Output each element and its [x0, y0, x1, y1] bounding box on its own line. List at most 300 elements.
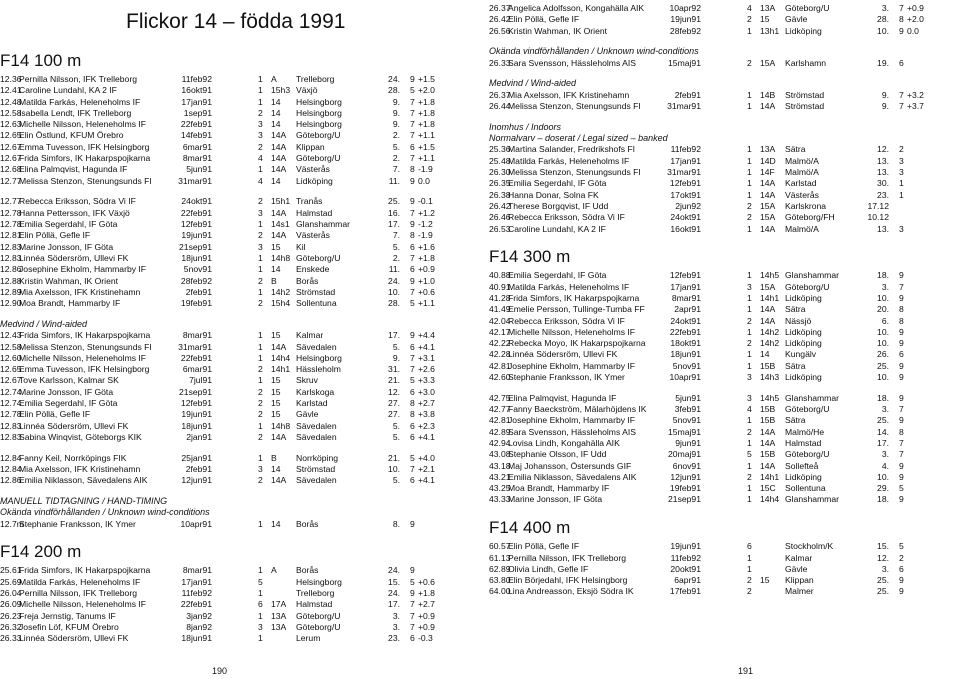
athlete-club: Mia Axelsson, IFK Kristinehamn	[19, 464, 141, 474]
result-time: 26.37	[489, 89, 511, 100]
section-gap	[489, 37, 959, 47]
athlete-club: Pernilla Nilsson, IFK Trelleborg	[19, 74, 137, 84]
placing: 1	[258, 420, 263, 431]
result-row	[489, 101, 959, 112]
heat: 14A	[271, 141, 287, 152]
venue: Sävedalen	[296, 475, 337, 486]
result-time: 12.67	[0, 375, 22, 386]
heat: A	[271, 74, 277, 84]
placing: 1	[258, 264, 263, 275]
result-row	[489, 14, 959, 25]
date-day: 7.	[392, 230, 400, 241]
wind: +1.2	[418, 207, 435, 218]
placing: 5	[747, 449, 752, 460]
date-day: 10.	[877, 292, 889, 303]
date-month: 7	[899, 438, 904, 448]
athlete-club: Josefin Löf, KFUM Örebro	[19, 621, 119, 632]
birth-date: 15maj91	[668, 426, 701, 437]
venue: Norrköping	[296, 452, 339, 463]
result-row	[0, 519, 470, 530]
birth-date: 5jun91	[675, 392, 701, 403]
wind: +4.1	[418, 341, 435, 352]
result-row	[489, 586, 959, 597]
page-number: 191	[738, 666, 754, 676]
date-month: 9	[899, 494, 904, 505]
date-day: 9.	[392, 352, 400, 363]
section-gap	[489, 383, 959, 393]
athlete-club: Pernilla Nilsson, IFK Trelleborg	[19, 588, 137, 599]
date-month: 9	[410, 330, 415, 341]
date-day: 29.	[877, 483, 889, 494]
birth-date: 5jun91	[186, 164, 212, 175]
placing: 2	[258, 298, 263, 309]
section-gap	[489, 112, 959, 122]
result-time: 26.42	[489, 200, 511, 211]
result-row	[0, 97, 470, 108]
date-month: 9	[899, 460, 904, 471]
athlete-club: Marine Jonsson, IF Göta	[19, 386, 114, 397]
placing: 1	[258, 341, 263, 352]
venue: Västerås	[296, 230, 330, 241]
athlete-club: Michelle Nilsson, Heleneholms IF	[508, 326, 636, 337]
section-gap	[0, 443, 470, 453]
placing: 2	[747, 212, 752, 223]
venue: Göteborg/U	[785, 449, 830, 460]
athlete-club: Hanna Donar, Solna FK	[508, 189, 599, 200]
venue: Hässleholm	[296, 364, 341, 375]
date-day: 10.12	[867, 212, 889, 223]
result-time: 43.18	[489, 460, 511, 471]
heat: 15h1	[271, 196, 291, 207]
date-month: 7	[899, 89, 904, 100]
wind: +1.1	[418, 298, 435, 309]
birth-date: 3feb91	[674, 404, 701, 415]
date-month: 7	[410, 119, 415, 130]
placing: 2	[258, 107, 263, 118]
heat: 14h4	[271, 352, 291, 363]
date-month: 9	[899, 586, 904, 597]
venue: Strömstad	[785, 89, 825, 100]
birth-date: 12feb91	[669, 178, 701, 189]
event-heading: F14 100 m	[0, 51, 82, 70]
birth-date: 12feb91	[180, 398, 212, 409]
result-row	[489, 167, 959, 178]
placing: 3	[258, 464, 263, 474]
result-row	[0, 287, 470, 298]
section-gap	[489, 69, 959, 79]
result-time: 61.13	[489, 552, 511, 563]
date-month: 7	[899, 101, 904, 112]
date-month: 7	[410, 96, 415, 107]
section-note: MANUELL TIDTAGNING / HAND-TIMING	[0, 496, 168, 507]
athlete-club: Sara Svensson, Hässleholms AIS	[508, 57, 637, 68]
birth-date: 16okt91	[181, 85, 212, 96]
wind: 0.0	[418, 175, 430, 186]
date-day: 11.	[388, 175, 400, 186]
heat: 15	[271, 241, 281, 252]
placing: 3	[258, 207, 263, 218]
date-month: 7	[410, 153, 415, 164]
heat: 14A	[271, 130, 287, 141]
result-time: 12.78	[0, 409, 22, 420]
result-time: 12.83	[0, 241, 22, 252]
date-month: 5	[410, 298, 415, 309]
section-gap	[0, 309, 470, 319]
venue: Göteborg/U	[296, 153, 341, 164]
birth-date: 20maj91	[668, 449, 701, 460]
date-day: 3.	[881, 281, 889, 292]
placing: 2	[258, 398, 263, 409]
result-row	[489, 553, 959, 564]
birth-date: 17feb91	[669, 586, 701, 597]
date-day: 10.	[877, 326, 889, 337]
heat: 14A	[760, 223, 776, 234]
venue: Halmstad	[296, 207, 333, 218]
result-row	[489, 144, 959, 155]
date-month: 6	[410, 341, 415, 352]
birth-date: 17okt91	[670, 189, 701, 200]
right-results	[489, 3, 959, 598]
birth-date: 12feb91	[669, 270, 701, 281]
date-day: 9.	[392, 119, 400, 130]
venue: Sätra	[785, 304, 806, 315]
result-time: 12.90	[0, 298, 22, 309]
venue: Borås	[296, 565, 319, 576]
birth-date: 31mar91	[667, 101, 701, 112]
date-day: 9.	[881, 89, 889, 100]
result-time: 42.89	[489, 426, 511, 437]
result-row	[0, 253, 470, 264]
heat: 14h1	[760, 471, 780, 482]
date-day: 24.	[388, 275, 400, 286]
placing: 2	[258, 364, 263, 375]
result-time: 26.53	[489, 223, 511, 234]
placing: 4	[258, 153, 263, 164]
result-time: 12.83	[0, 252, 22, 263]
heat: 15	[760, 575, 770, 586]
venue: Sätra	[785, 415, 806, 426]
result-row	[0, 432, 470, 443]
birth-date: 2feb91	[674, 89, 701, 100]
venue: Malmö/A	[785, 223, 819, 234]
athlete-club: Lina Andreasson, Eksjö Södra IK	[508, 586, 634, 597]
result-row	[0, 475, 470, 486]
result-time: 12.74	[0, 398, 22, 409]
venue: Halmstad	[785, 438, 822, 448]
birth-date: 18jun91	[181, 633, 212, 644]
wind: -1.9	[418, 230, 433, 241]
heat: 14s1	[271, 219, 290, 230]
event-heading: F14 200 m	[0, 542, 82, 562]
placing: 1	[747, 167, 752, 178]
placing: 1	[747, 483, 752, 494]
birth-date: 7jul91	[189, 375, 212, 386]
result-time: 26.56	[489, 25, 511, 36]
athlete-club: Rebecca Eriksson, Södra Vi IF	[19, 196, 136, 207]
heat: 14A	[271, 153, 287, 164]
birth-date: 25jan91	[181, 452, 212, 463]
heat: B	[271, 452, 277, 463]
wind: +1.1	[418, 153, 435, 164]
date-day: 17.	[388, 330, 400, 341]
result-time: 12.86	[0, 475, 22, 486]
date-day: 8.	[392, 518, 400, 529]
athlete-club: Hanna Pettersson, IFK Växjö	[19, 207, 130, 218]
wind: +4.0	[418, 452, 435, 463]
date-month: 8	[410, 409, 415, 420]
athlete-club: Melissa Stenzon, Stenungsunds FI	[508, 167, 641, 178]
result-time: 26.23	[0, 610, 22, 621]
date-day: 17.12	[867, 200, 889, 211]
page-title: Flickor 14 – födda 1991	[126, 10, 346, 33]
heat: 14h2	[760, 326, 780, 337]
result-time: 42.60	[489, 372, 511, 383]
birth-date: 17jan91	[670, 281, 701, 292]
result-row	[489, 224, 959, 235]
venue: Lerum	[296, 633, 321, 644]
date-month: 6	[899, 57, 904, 68]
birth-date: 18jun91	[670, 349, 701, 360]
wind: +4.1	[418, 431, 435, 442]
heat: 14A	[760, 438, 776, 448]
athlete-club: Emilia Niklasson, Sävedalens AIK	[508, 471, 637, 482]
wind: +2.0	[418, 85, 435, 96]
venue: Skruv	[296, 375, 318, 386]
result-row	[489, 190, 959, 201]
venue: Göteborg/U	[296, 621, 341, 632]
date-day: 23.	[388, 633, 400, 644]
date-month: 9	[899, 372, 904, 383]
result-row	[0, 230, 470, 241]
birth-date: 12jun91	[181, 475, 212, 486]
result-time: 26.46	[489, 212, 511, 223]
athlete-club: Matilda Farkás, Heleneholms IF	[508, 155, 630, 166]
date-month: 7	[410, 130, 415, 141]
heat: 15A	[760, 200, 776, 211]
athlete-club: Moa Brandt, Hammarby IF	[508, 483, 610, 494]
placing: 5	[258, 576, 263, 587]
heat: 14	[271, 96, 281, 107]
date-month: 9	[410, 518, 415, 529]
result-row	[0, 353, 470, 364]
date-day: 18.	[877, 494, 889, 505]
wind: +2.7	[418, 599, 435, 610]
wind: +0.9	[907, 3, 924, 13]
result-time: 41.28	[489, 292, 511, 303]
venue: Sollentuna	[296, 298, 337, 309]
birth-date: 20okt91	[670, 563, 701, 574]
heat: 14h8	[271, 420, 291, 431]
placing: 1	[747, 460, 752, 471]
heat: 13A	[760, 144, 776, 155]
date-month: 5	[410, 576, 415, 587]
date-day: 31.	[388, 364, 400, 375]
result-row	[489, 26, 959, 37]
date-day: 10.	[877, 338, 889, 349]
date-month: 5	[410, 375, 415, 386]
date-month: 8	[899, 304, 904, 315]
birth-date: 8jan92	[186, 621, 212, 632]
athlete-club: Melissa Stenzon, Stenungsunds FI	[19, 341, 152, 352]
heat: 14D	[760, 155, 776, 166]
date-month: 9	[899, 360, 904, 371]
heat: 14	[271, 175, 281, 186]
wind: +0.9	[418, 610, 435, 621]
result-row	[0, 164, 470, 175]
athlete-club: Frida Simfors, IK Hakarpspojkarna	[19, 330, 151, 341]
birth-date: 5nov91	[672, 415, 701, 426]
wind: +1.1	[418, 130, 435, 141]
result-time: 42.94	[489, 438, 511, 448]
result-time: 43.33	[489, 494, 511, 505]
result-row	[489, 282, 959, 293]
result-time: 26.38	[489, 189, 511, 200]
date-month: 7	[410, 599, 415, 610]
result-row	[0, 130, 470, 141]
birth-date: 15maj91	[668, 57, 701, 68]
date-day: 12.	[877, 552, 889, 563]
result-row	[489, 327, 959, 338]
placing: 1	[747, 563, 752, 574]
date-day: 13.	[877, 155, 889, 166]
section-note: Inomhus / Indoors	[489, 121, 562, 132]
date-month: 5	[410, 85, 415, 96]
birth-date: 2apr91	[674, 304, 701, 315]
date-day: 5.	[392, 241, 400, 252]
wind: +3.3	[418, 375, 435, 386]
placing: 1	[747, 155, 752, 166]
date-day: 3.	[881, 3, 889, 13]
heat: 14	[271, 119, 281, 130]
date-month: 8	[899, 14, 904, 25]
wind: +4.4	[418, 330, 435, 341]
placing: 1	[747, 292, 752, 303]
venue: Trelleborg	[296, 74, 335, 84]
result-time: 26.32	[0, 621, 22, 632]
result-row	[0, 85, 470, 96]
date-month: 3	[899, 155, 904, 166]
date-month: 7	[899, 404, 904, 415]
venue: Nässjö	[785, 315, 812, 326]
placing: 1	[258, 74, 263, 84]
date-day: 12.	[388, 386, 400, 397]
date-day: 25.	[877, 586, 889, 597]
birth-date: 28feb92	[669, 25, 701, 36]
placing: 2	[258, 386, 263, 397]
athlete-club: Mia Axelsson, IFK Kristinehamn	[19, 286, 141, 297]
date-day: 10.	[877, 25, 889, 36]
wind: +1.8	[418, 96, 435, 107]
birth-date: 24okt91	[181, 196, 212, 207]
venue: Göteborg/FH	[785, 212, 835, 223]
result-time: 26.33	[489, 57, 511, 68]
result-row	[0, 611, 470, 622]
result-row	[489, 3, 959, 14]
athlete-club: Moa Brandt, Hammarby IF	[19, 298, 121, 309]
placing: 3	[747, 372, 752, 383]
athlete-club: Emma Tuvesson, IFK Helsingborg	[19, 364, 150, 375]
result-time: 12.68	[0, 164, 22, 175]
date-day: 3.	[392, 621, 400, 632]
birth-date: 3jan92	[186, 610, 212, 621]
heat: 15	[760, 14, 770, 25]
date-day: 24.	[388, 588, 400, 599]
date-day: 25.	[877, 360, 889, 371]
athlete-club: Marine Jonsson, IF Göta	[508, 494, 603, 505]
athlete-club: Fanny Baeckström, Mälarhöjdens IK	[508, 404, 647, 415]
athlete-club: Elin Börjedahl, IFK Helsingborg	[508, 575, 628, 586]
result-time: 12.88	[0, 275, 22, 286]
athlete-club: Michelle Nilsson, Heleneholms IF	[19, 599, 147, 610]
venue: Helsingborg	[296, 119, 342, 130]
result-time: 12.60	[0, 352, 22, 363]
date-day: 30.	[877, 178, 889, 189]
birth-date: 18jun91	[181, 252, 212, 263]
result-time: 42.22	[489, 338, 511, 349]
date-month: 7	[410, 286, 415, 297]
date-day: 24.	[388, 74, 400, 84]
result-row	[0, 276, 470, 287]
venue: Karlshamn	[785, 57, 827, 68]
date-month: 9	[410, 275, 415, 286]
venue: Borås	[296, 518, 319, 529]
result-row	[489, 90, 959, 101]
placing: 1	[747, 144, 752, 155]
result-time: 64.00	[489, 586, 511, 597]
heat: 15	[271, 409, 281, 420]
athlete-club: Matilda Farkás, Heleneholms IF	[508, 281, 630, 292]
birth-date: 31mar91	[178, 175, 212, 186]
result-row	[0, 387, 470, 398]
athlete-club: Emilia Segerdahl, IF Göta	[508, 178, 607, 189]
date-month: 6	[410, 264, 415, 275]
birth-date: 11feb92	[670, 552, 701, 563]
date-day: 16.	[388, 207, 400, 218]
placing: 1	[258, 375, 263, 386]
result-row	[489, 494, 959, 505]
heat: 14A	[271, 207, 287, 218]
date-day: 21.	[388, 452, 400, 463]
heat: A	[271, 565, 277, 576]
result-time: 12.83	[0, 431, 22, 442]
wind: +2.6	[418, 364, 435, 375]
heat: 14h8	[271, 252, 291, 263]
athlete-club: Freja Jernstig, Tanums IF	[19, 610, 116, 621]
date-day: 12.	[877, 144, 889, 155]
date-month: 5	[410, 452, 415, 463]
result-time: 12.89	[0, 286, 22, 297]
date-day: 2.	[392, 130, 400, 141]
wind: +3.7	[907, 101, 924, 112]
heat: 14A	[760, 426, 776, 437]
venue: Sävedalen	[296, 341, 337, 352]
athlete-club: Josephine Ekholm, Hammarby IF	[508, 360, 636, 371]
result-time: 12.86	[0, 264, 22, 275]
date-day: 11.	[388, 264, 400, 275]
venue: Borås	[296, 275, 319, 286]
birth-date: 22feb91	[669, 326, 701, 337]
heat: 14A	[271, 475, 287, 486]
result-row	[0, 577, 470, 588]
date-month: 2	[899, 144, 904, 155]
athlete-club: Emilia Segerdahl, IF Göta	[508, 270, 607, 281]
result-time: 25.48	[489, 155, 511, 166]
result-row	[0, 588, 470, 599]
result-row	[0, 398, 470, 409]
athlete-club: Rebecka Moyo, IK Hakarpspojkarna	[508, 338, 646, 349]
date-month: 6	[410, 475, 415, 486]
result-time: 42.81	[489, 360, 511, 371]
